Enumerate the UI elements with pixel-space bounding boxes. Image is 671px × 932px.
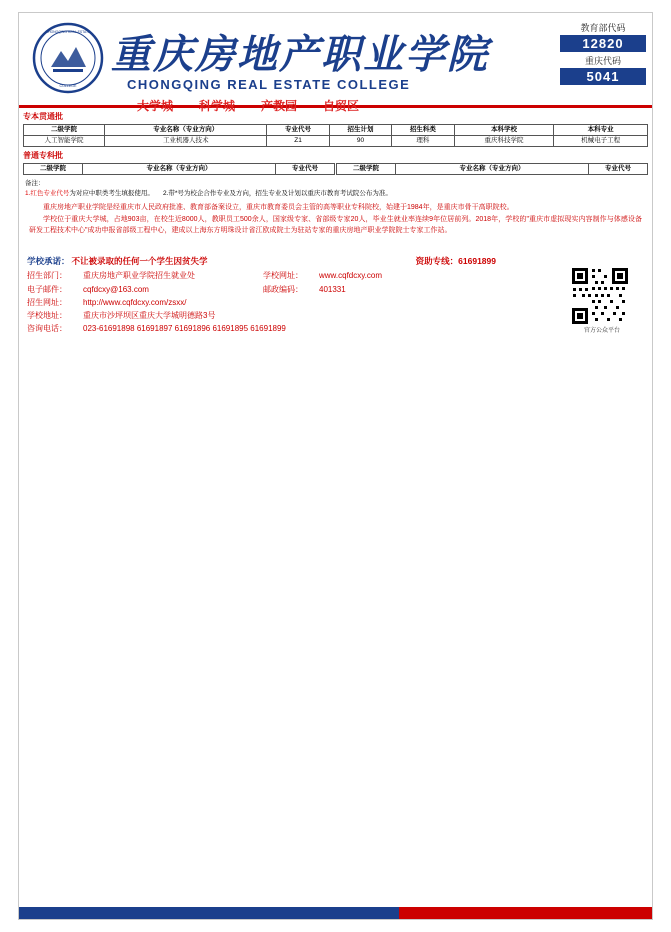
table-header-row xyxy=(337,164,648,175)
promise-label: 学校承诺： xyxy=(27,256,70,267)
svg-text:CHONGQING REAL ESTATE: CHONGQING REAL ESTATE xyxy=(45,30,91,34)
col-univ: 本科学校 xyxy=(454,125,554,136)
contact-row xyxy=(27,283,646,296)
subtitle-item-0: 大学城 xyxy=(137,99,174,113)
col-dept: 二级学院 xyxy=(24,125,105,136)
zhuanke-right-table xyxy=(336,163,648,175)
remark-line xyxy=(25,189,646,199)
cell-univ-major: 机械电子工程 xyxy=(554,136,648,147)
school-logo-icon xyxy=(31,21,105,95)
header-subtitle xyxy=(137,97,385,114)
hotline-label: 资助专线： xyxy=(415,256,459,267)
footer-divider xyxy=(19,907,652,919)
col-code: 专业代号 xyxy=(588,164,647,175)
promise-text: 不让被录取的任何一个学生因贫失学 xyxy=(71,256,208,267)
intro-block xyxy=(19,199,652,242)
school-title-en: CHONGQING REAL ESTATE COLLEGE xyxy=(127,77,411,92)
photo-gallery xyxy=(19,241,652,247)
cell-code: Z1 xyxy=(267,136,329,147)
contact-key: 招生网址： xyxy=(27,297,67,307)
zhuanke-tables xyxy=(19,163,652,175)
contact-key: 学校地址： xyxy=(27,311,67,320)
table-header-row xyxy=(24,125,648,136)
remark-line2: 2.带*号为校企合作专业及方向，招生专业及计划以重庆市教育考试院公布为准。 xyxy=(162,190,392,198)
phone-value: 023-61691898 61691897 61691896 61691895 61691899 xyxy=(83,324,286,334)
address-value: 重庆市沙坪坝区重庆大学城明德路3号 xyxy=(83,311,216,320)
col-code: 专业代号 xyxy=(275,164,334,175)
contact-key-2: 邮政编码： xyxy=(263,284,303,294)
guantong-table-wrap xyxy=(19,124,652,147)
cell-dept: 人工智能学院 xyxy=(24,136,105,147)
section-label-zhuanke: 普通专科批 xyxy=(23,151,63,161)
subtitle-item-2: 产教园 xyxy=(261,99,298,113)
promise-line xyxy=(19,250,652,269)
table-row xyxy=(24,136,648,147)
cell-plan: 90 xyxy=(329,136,391,147)
cq-code-label: 重庆代码 xyxy=(584,56,621,66)
col-major: 专业名称（专业方向） xyxy=(396,164,589,175)
contact-key: 电子邮件： xyxy=(27,284,67,294)
poster-frame xyxy=(18,12,653,920)
table-header-row xyxy=(24,164,335,175)
remark-rest-text: 为对应中职类考生填报使用。 xyxy=(69,190,154,198)
col-major: 专业名称（专业方向） xyxy=(105,125,267,136)
qr-caption: 官方公众平台 xyxy=(583,328,620,335)
svg-text:COLLEGE: COLLEGE xyxy=(59,84,77,88)
qr-code-block xyxy=(570,266,634,337)
remark-red-text: 1.红色专业代号 xyxy=(25,190,70,198)
contact-row xyxy=(27,296,646,309)
cq-code-value: 5041 xyxy=(560,68,646,85)
header xyxy=(19,13,652,113)
qr-code-icon xyxy=(570,266,630,326)
contact-row xyxy=(27,269,646,282)
subtitle-item-3: 自贸区 xyxy=(323,99,360,113)
guantong-table xyxy=(23,124,648,147)
contact-key-2: 学校网址： xyxy=(263,271,303,281)
moe-code-value: 12820 xyxy=(560,35,646,52)
col-univ-major: 本科专业 xyxy=(554,125,648,136)
email-value[interactable]: cqfdcxy@163.com xyxy=(83,284,149,294)
hotline-value: 61691899 xyxy=(458,256,496,267)
contact-key: 咨询电话： xyxy=(27,324,67,334)
zhuanke-right-col xyxy=(336,163,648,175)
contact-block xyxy=(19,269,652,341)
contact-row xyxy=(27,322,646,335)
contact-key: 招生部门： xyxy=(27,271,67,281)
zhuanke-left-col xyxy=(23,163,336,175)
website-link[interactable]: www.cqfdcxy.com xyxy=(319,271,382,281)
col-major: 专业名称（专业方向） xyxy=(83,164,276,175)
intro-paragraph-1: 学校位于重庆大学城，占地903亩，在校生近8000人，教职员工500余人，国家级专家、省部级专家20人，毕业生就业率连续9年位居前列。2018年，学校的"重庆市虚拟现实内容制作与体感设备研发工程技术中心"成功申报省部级工程中心，建成以上海东方明珠设计省江欧成院士为驻站专家的重庆房地产职业学院院士专家工作站。 xyxy=(29,216,642,235)
cell-subject: 理科 xyxy=(392,136,454,147)
cell-univ: 重庆科技学院 xyxy=(454,136,554,147)
col-dept: 二级学院 xyxy=(24,164,83,175)
cell-major: 工业机器人技术 xyxy=(105,136,267,147)
col-subject: 招生科类 xyxy=(392,125,454,136)
col-plan: 招生计划 xyxy=(329,125,391,136)
intro-paragraph-0: 重庆房地产职业学院是经重庆市人民政府批准、教育部备案设立，重庆市教育委员会主管的高等职业专科院校，始建于1984年，是重庆市骨干高职院校。 xyxy=(43,203,514,211)
code-box xyxy=(560,19,646,85)
contact-value: 重庆房地产职业学院招生就业处 xyxy=(83,271,195,281)
school-title-cn: 重庆房地产职业学院 xyxy=(111,32,489,77)
col-code: 专业代号 xyxy=(267,125,329,136)
moe-code-label: 教育部代码 xyxy=(580,23,626,33)
subtitle-item-1: 科学城 xyxy=(199,99,236,113)
contact-row xyxy=(27,309,646,322)
remark-title: 备注： xyxy=(25,180,45,188)
postcode-value: 401331 xyxy=(319,284,346,294)
remark-block xyxy=(19,175,652,199)
zhuanke-left-table xyxy=(23,163,335,175)
section-label-guantong: 专本贯通批 xyxy=(23,112,63,121)
col-dept: 二级学院 xyxy=(337,164,396,175)
admission-url[interactable]: http://www.cqfdcxy.com/zsxx/ xyxy=(83,297,187,307)
